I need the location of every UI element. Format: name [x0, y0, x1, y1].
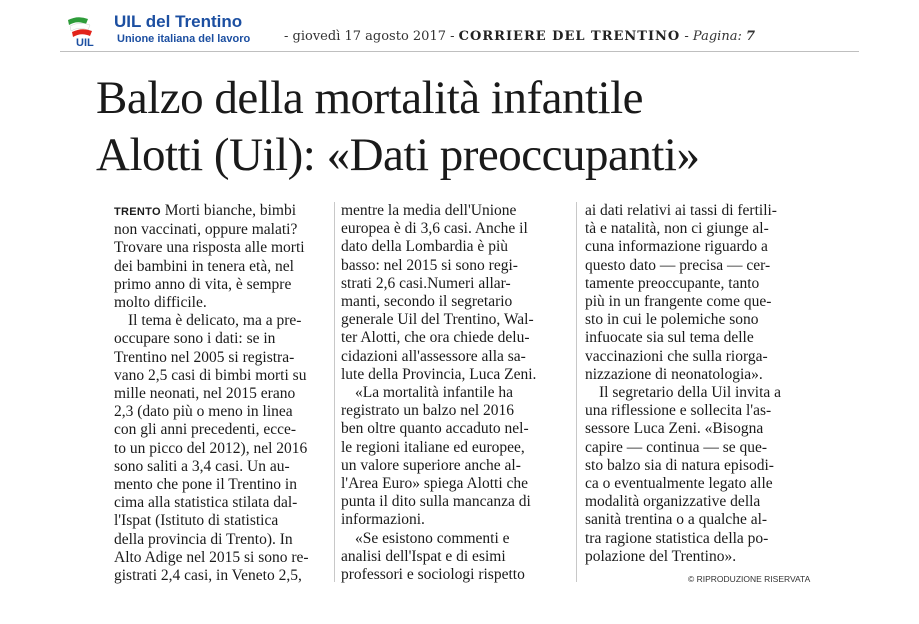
text-line: primo anno di vita, è sempre: [114, 275, 292, 293]
text-line: ca o eventualmente legato alle: [585, 475, 773, 493]
text-line: occupare sono i dati: se in: [114, 330, 276, 348]
text-line: «Se esistono commenti e: [355, 529, 510, 547]
text-line: basso: nel 2015 si sono regi-: [341, 256, 518, 274]
text-line: Il segretario della Uil invita a: [599, 384, 782, 402]
text-line: tra ragione statistica della po-: [585, 529, 769, 547]
uil-flag-logo-icon: [62, 14, 106, 48]
text-line: mille neonati, nel 2015 erano: [114, 385, 296, 403]
text-line: infuocate sia sul tema delle: [585, 329, 754, 347]
text-line: generale Uil del Trentino, Wal-: [341, 311, 534, 329]
text-line: to un picco del 2012), nel 2016: [114, 439, 308, 457]
text-line: Il tema è delicato, ma a pre-: [128, 312, 302, 330]
text-line: Trovare una risposta alle morti: [114, 239, 305, 257]
text-line: sanità trentina o a qualche al-: [585, 511, 768, 529]
text-line: dato della Lombardia è più: [341, 238, 508, 256]
text-line: Trentino nel 2005 si registra-: [114, 348, 295, 366]
text-line: dei bambini in tenera età, nel: [114, 257, 294, 275]
org-name: UIL del Trentino: [114, 12, 243, 31]
text-line: più in un frangente come que-: [585, 293, 772, 311]
text-line: registrato un balzo nel 2016: [341, 402, 515, 420]
header-divider: [60, 51, 859, 52]
org-subtitle: Unione italiana del lavoro: [117, 33, 251, 45]
text-line: con gli anni precedenti, ecce-: [114, 421, 297, 439]
text-line: nizzazione di neonatologia».: [585, 365, 763, 383]
text-line: ai dati relativi ai tassi di fertili-: [585, 202, 777, 219]
text-line: «La mortalità infantile ha: [355, 384, 513, 402]
text-line: tà e natalità, non ci giunge al-: [585, 220, 769, 238]
text-line: professori e sociologi rispetto: [341, 566, 525, 584]
page-label: - Pagina:: [684, 29, 742, 44]
text-line: cima alla statistica stilata dal-: [114, 494, 298, 512]
text-line: capire — continua — se que-: [585, 438, 768, 456]
headline-line-2: Alotti (Uil): «Dati preoccupanti»: [96, 129, 700, 181]
text-line: 2,3 (dato più o meno in linea: [114, 403, 293, 421]
text-line: mentre la media dell'Unione: [341, 202, 517, 219]
article-headline: [96, 70, 699, 184]
text-line: cidazioni all'assessore alla sa-: [341, 347, 526, 365]
text-line: analisi dell'Ispat e di esimi: [341, 547, 506, 565]
text-line: sono saliti a 3,4 casi. Un au-: [114, 457, 290, 475]
text-line: modalità organizzative della: [585, 493, 761, 511]
article-column-1: [114, 202, 338, 585]
text-line: sessore Luca Zeni. «Bisogna: [585, 420, 764, 438]
text-line: polazione del Trentino».: [585, 547, 737, 565]
text-line: gistrati 2,4 casi, in Veneto 2,5,: [114, 567, 302, 585]
text-line: della provincia di Trento). In: [114, 530, 293, 548]
masthead: [284, 29, 755, 44]
text-line: l'Ispat (Istituto di statistica: [114, 512, 279, 530]
article-column-2: [341, 202, 565, 584]
text-line: vaccinazioni che sulla riorga-: [585, 347, 768, 365]
text-line: ter Alotti, che ora chiede delu-: [341, 329, 530, 347]
copyright-notice: © RIPRODUZIONE RISERVATA: [688, 574, 811, 584]
text-line: vano 2,5 casi di bimbi morti su: [114, 366, 307, 384]
text-line: questo dato — precisa — cer-: [585, 256, 771, 274]
text-line: non vaccinati, oppure malati?: [114, 221, 298, 239]
text-line: europea è di 3,6 casi. Anche il: [341, 220, 528, 238]
text-line: le regioni italiane ed europee,: [341, 438, 525, 456]
publication-date: - giovedì 17 agosto 2017 -: [284, 29, 455, 44]
text-line: lute della Provincia, Luca Zeni.: [341, 365, 537, 383]
headline-line-1: Balzo della mortalità infantile: [96, 72, 643, 124]
newspaper-name: CORRIERE DEL TRENTINO: [458, 29, 681, 44]
text-line: l'Area Euro» spiega Alotti che: [341, 475, 529, 493]
text-line: sto balzo sia di natura episodi-: [585, 456, 774, 474]
article-column-3: [585, 202, 809, 566]
logo-text: UIL: [76, 37, 94, 48]
text-line: sto in cui le polemiche sono: [585, 311, 759, 329]
text-line: punta il dito sulla mancanza di: [341, 493, 531, 511]
text-line: tamente preoccupante, tanto: [585, 274, 760, 292]
text-line: manti, secondo il segretario: [341, 293, 513, 311]
text-line: mento che pone il Trentino in: [114, 476, 297, 494]
text-line: un valore superiore anche al-: [341, 456, 521, 474]
text-line: TRENTO Morti bianche, bimbi: [114, 202, 296, 219]
text-line: molto difficile.: [114, 294, 207, 312]
dateline: TRENTO: [114, 206, 161, 218]
column-divider: [576, 202, 577, 582]
text-line: strati 2,6 casi.Numeri allar-: [341, 274, 511, 292]
text-line: una riflessione e sollecita l'as-: [585, 402, 772, 420]
text-line: cuna informazione riguardo a: [585, 238, 768, 256]
text-line: informazioni.: [341, 511, 425, 529]
text-line: Alto Adige nel 2015 si sono re-: [114, 548, 309, 566]
text-line: ben oltre quanto accaduto nel-: [341, 420, 529, 438]
page-number: 7: [745, 29, 756, 44]
